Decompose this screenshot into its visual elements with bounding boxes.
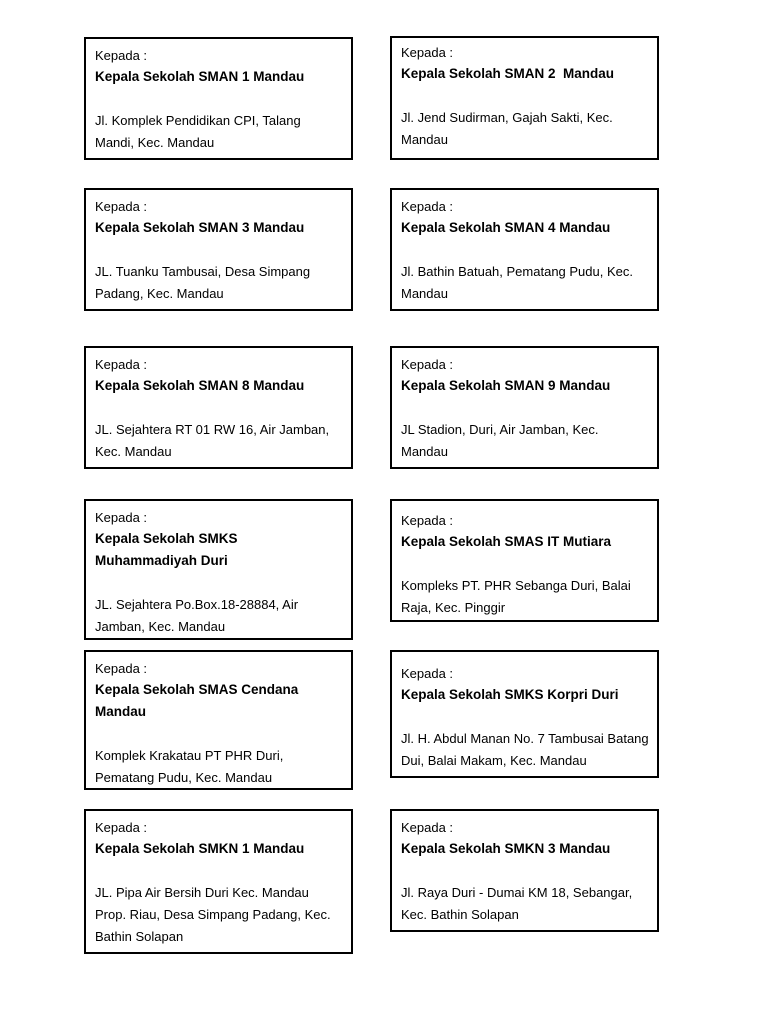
address-label-smas-it-mutiara — [390, 499, 659, 622]
recipient-prefix: Kepada : — [95, 510, 148, 525]
recipient-address: Jl. H. Abdul Manan No. 7 Tambusai Batang Dui, Balai Makam, Kec. Mandau — [401, 731, 649, 768]
recipient-prefix: Kepada : — [95, 661, 148, 676]
recipient-prefix: Kepada : — [95, 199, 148, 214]
recipient-prefix: Kepada : — [401, 820, 454, 835]
recipient-name: Kepala Sekolah SMKN 3 Mandau — [401, 841, 611, 856]
address-label-smks-korpri-duri — [390, 650, 659, 778]
recipient-name: Kepala Sekolah SMKN 1 Mandau — [95, 841, 305, 856]
address-label-smkn-3-mandau — [390, 809, 659, 932]
recipient-prefix: Kepada : — [401, 513, 454, 528]
recipient-prefix: Kepada : — [401, 45, 454, 60]
recipient-address: Jl. Bathin Batuah, Pematang Pudu, Kec. Mandau — [401, 264, 633, 301]
recipient-address: Komplek Krakatau PT PHR Duri, Pematang Pudu, Kec. Mandau — [95, 748, 284, 785]
address-label-smkn-1-mandau — [84, 809, 353, 954]
recipient-address: Jl. Jend Sudirman, Gajah Sakti, Kec. Mandau — [401, 110, 613, 147]
recipient-address: JL. Sejahtera RT 01 RW 16, Air Jamban, Kec. Mandau — [95, 422, 330, 459]
address-label-sman-3-mandau — [84, 188, 353, 311]
address-label-smas-cendana-mandau — [84, 650, 353, 790]
recipient-address: Jl. Komplek Pendidikan CPI, Talang Mandi, Kec. Mandau — [95, 113, 301, 150]
recipient-prefix: Kepada : — [401, 199, 454, 214]
recipient-address: JL Stadion, Duri, Air Jamban, Kec. Mandau — [401, 422, 599, 459]
address-label-sman-9-mandau — [390, 346, 659, 469]
address-label-sman-1-mandau — [84, 37, 353, 160]
recipient-name: Kepala Sekolah SMAN 2 Mandau — [401, 66, 615, 81]
recipient-prefix: Kepada : — [95, 820, 148, 835]
recipient-prefix: Kepada : — [401, 357, 454, 372]
recipient-name: Kepala Sekolah SMAN 8 Mandau — [95, 378, 305, 393]
recipient-address: JL. Sejahtera Po.Box.18-28884, Air Jamban, Kec. Mandau — [95, 597, 299, 634]
recipient-name: Kepala Sekolah SMAN 9 Mandau — [401, 378, 611, 393]
recipient-address: Jl. Raya Duri - Dumai KM 18, Sebangar, Kec. Bathin Solapan — [401, 885, 633, 922]
recipient-name: Kepala Sekolah SMAN 4 Mandau — [401, 220, 611, 235]
recipient-name: Kepala Sekolah SMKS Korpri Duri — [401, 687, 619, 702]
recipient-prefix: Kepada : — [401, 666, 454, 681]
address-label-sman-2-mandau — [390, 36, 659, 160]
address-label-sman-8-mandau — [84, 346, 353, 469]
address-label-smks-muhammadiyah-duri — [84, 499, 353, 640]
recipient-name: Kepala Sekolah SMKS Muhammadiyah Duri — [95, 531, 238, 568]
recipient-name: Kepala Sekolah SMAS IT Mutiara — [401, 534, 612, 549]
address-label-sman-4-mandau — [390, 188, 659, 311]
recipient-prefix: Kepada : — [95, 48, 148, 63]
recipient-name: Kepala Sekolah SMAN 1 Mandau — [95, 69, 305, 84]
recipient-address: JL. Tuanku Tambusai, Desa Simpang Padang, Kec. Mandau — [95, 264, 311, 301]
recipient-prefix: Kepada : — [95, 357, 148, 372]
recipient-address: Kompleks PT. PHR Sebanga Duri, Balai Raja, Kec. Pinggir — [401, 578, 631, 615]
recipient-name: Kepala Sekolah SMAS Cendana Mandau — [95, 682, 299, 719]
recipient-name: Kepala Sekolah SMAN 3 Mandau — [95, 220, 305, 235]
recipient-address: JL. Pipa Air Bersih Duri Kec. Mandau Prop. Riau, Desa Simpang Padang, Kec. Bathin Solapan — [95, 885, 331, 944]
